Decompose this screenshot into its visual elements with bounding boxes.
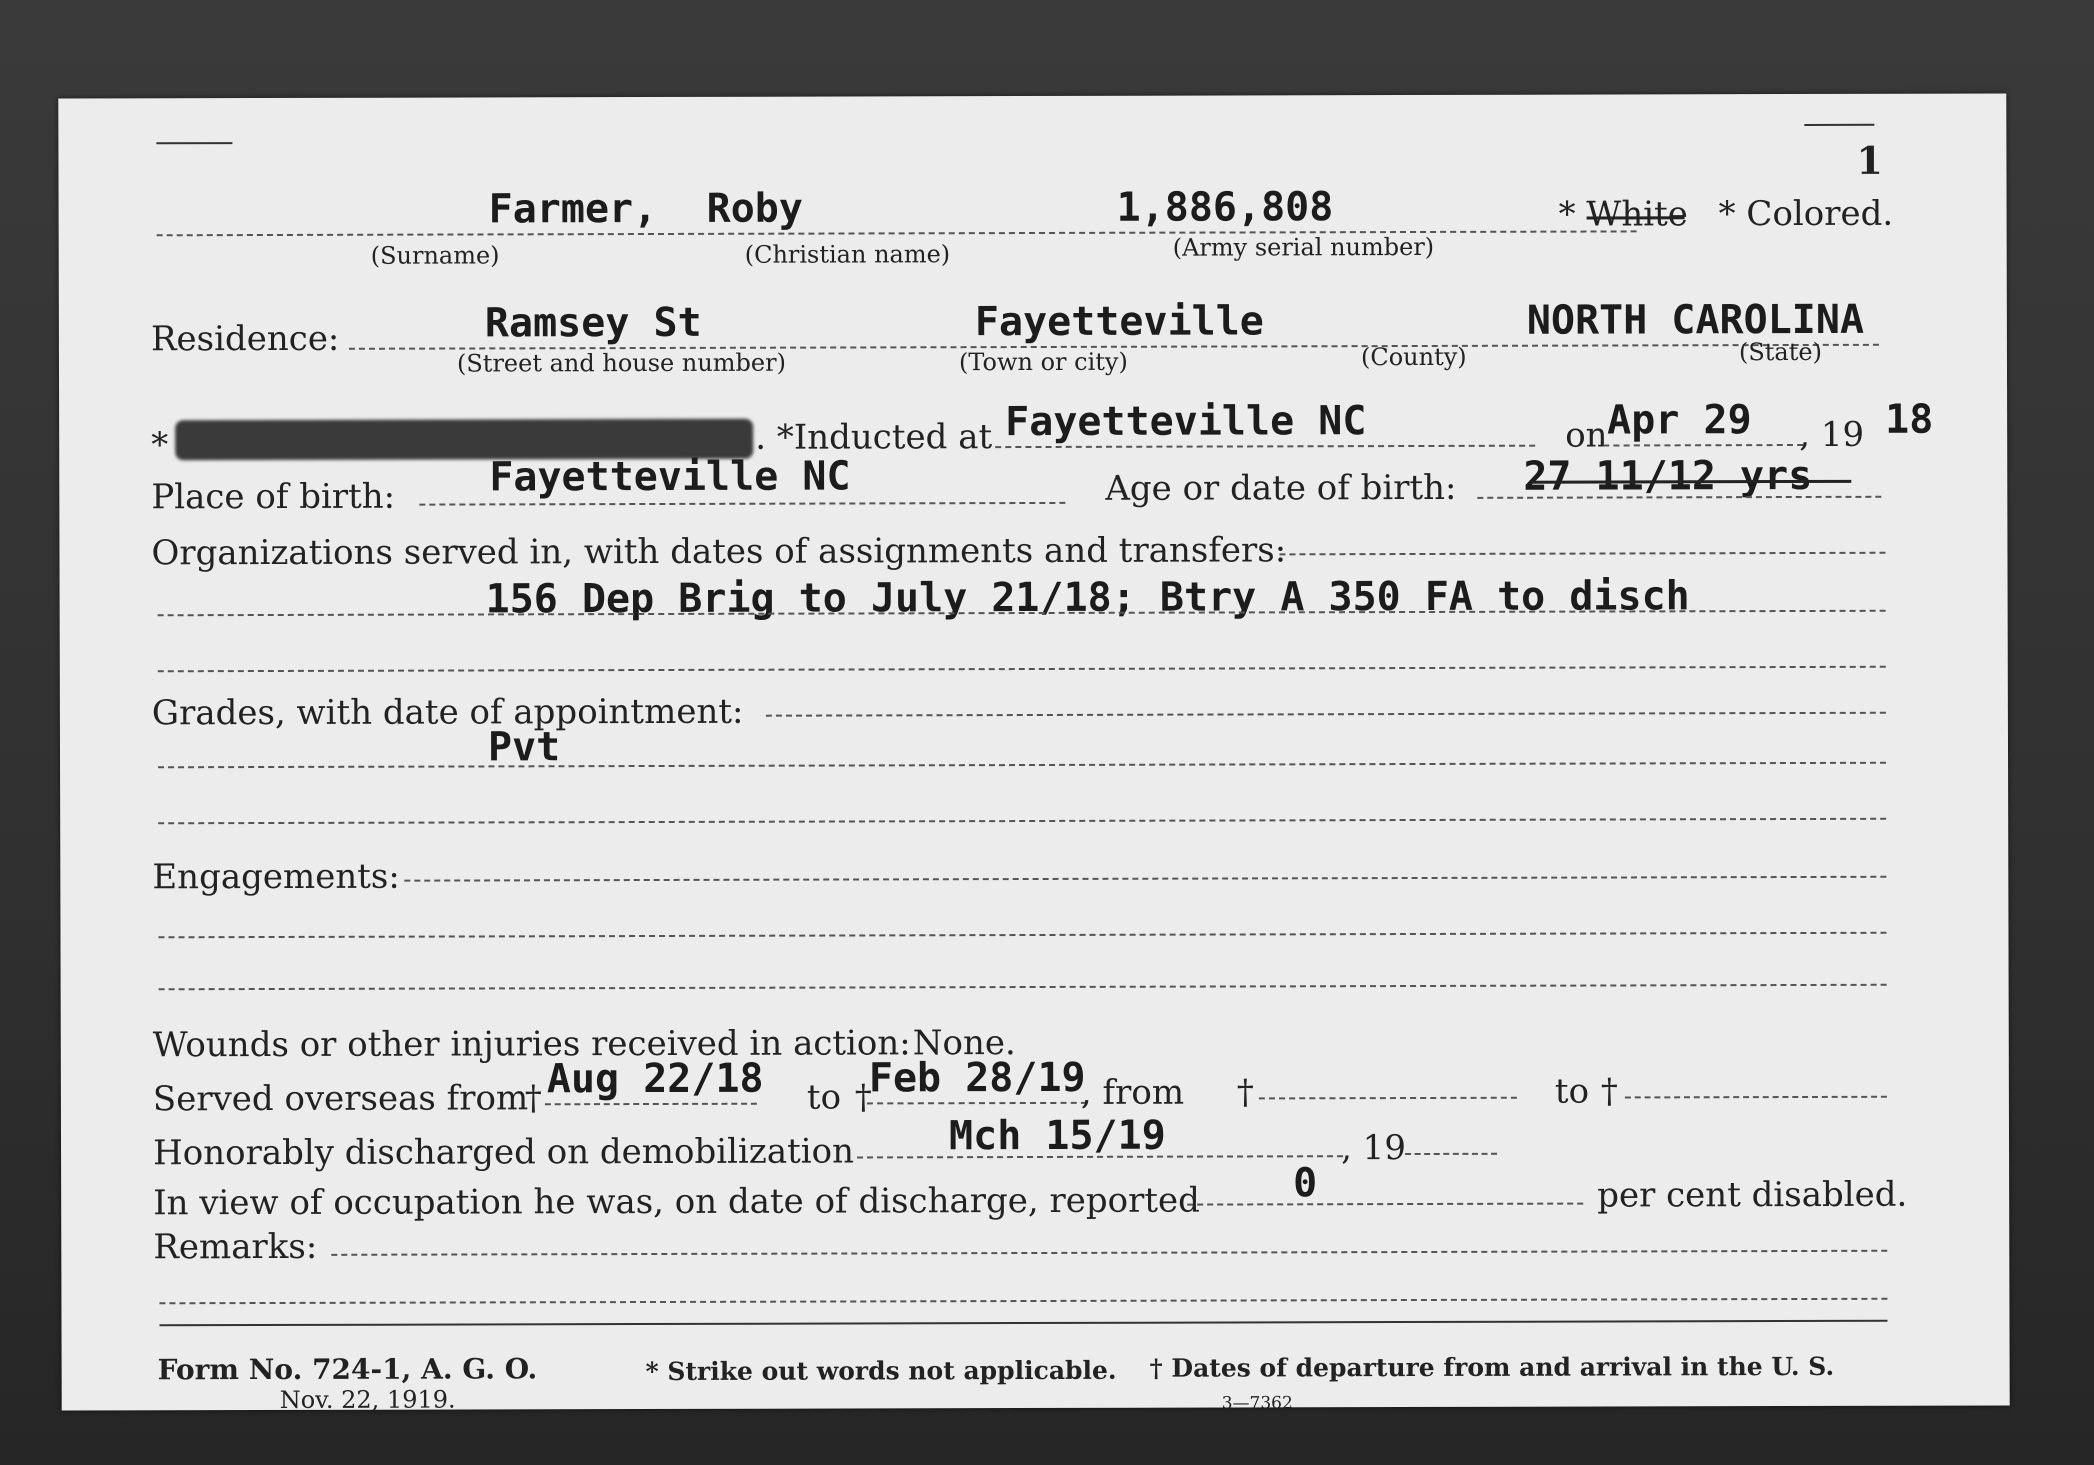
inducted-on-label: on bbox=[1565, 415, 1608, 456]
grades-line-2 bbox=[158, 818, 1886, 825]
state-caption: (State) bbox=[1738, 337, 1822, 367]
served-overseas-label: Served overseas from bbox=[152, 1078, 529, 1120]
engagements-label-line bbox=[404, 876, 1886, 882]
overseas-from-line bbox=[545, 1103, 757, 1106]
serial-number-value: 1,886,808 bbox=[1116, 184, 1334, 231]
place-of-birth-label: Place of birth: bbox=[151, 476, 396, 518]
inducted-date: Apr 29 bbox=[1607, 397, 1752, 444]
disability-label: In view of occupation he was, on date of discharge, reported bbox=[153, 1180, 1200, 1224]
disability-value: 0 bbox=[1293, 1160, 1318, 1207]
overseas-to2-label: to bbox=[1554, 1071, 1590, 1112]
street-caption: (Street and house number) bbox=[456, 348, 786, 378]
form-number: Form No. 724-1, A. G. O. bbox=[157, 1352, 538, 1387]
disability-line bbox=[1187, 1203, 1583, 1206]
overseas-to-date: Feb 28/19 bbox=[868, 1054, 1086, 1102]
organizations-label: Organizations served in, with dates of assignments and transfers: bbox=[151, 530, 1287, 574]
residence-street: Ramsey St bbox=[484, 299, 702, 347]
inducted-year-prefix: , 19 bbox=[1799, 414, 1865, 455]
overseas-to-label: to bbox=[806, 1077, 842, 1118]
age-label: Age or date of birth: bbox=[1105, 467, 1457, 509]
remarks-line-2 bbox=[159, 1298, 1887, 1305]
grades-line-1 bbox=[158, 762, 1886, 769]
residence-label: Residence: bbox=[150, 318, 340, 360]
card-number: 1 bbox=[1856, 137, 1883, 183]
overseas-to2-line bbox=[1625, 1096, 1887, 1099]
inducted-place: Fayetteville NC bbox=[1005, 398, 1367, 446]
county-caption: (County) bbox=[1360, 342, 1467, 372]
discharge-year-line bbox=[1405, 1153, 1497, 1155]
colored-option: * Colored. bbox=[1718, 193, 1894, 235]
organizations-line-2 bbox=[158, 666, 1886, 673]
overseas-dagger-3: † bbox=[1236, 1072, 1254, 1113]
overseas-to-line bbox=[867, 1102, 1087, 1105]
discharge-date: Mch 15/19 bbox=[948, 1112, 1166, 1160]
discharge-label: Honorably discharged on demobilization bbox=[152, 1131, 855, 1174]
residence-town: Fayetteville bbox=[974, 298, 1264, 346]
overseas-from2-line bbox=[1259, 1097, 1517, 1100]
engagements-line-2 bbox=[159, 984, 1887, 991]
wounds-label: Wounds or other injuries received in action: bbox=[152, 1023, 911, 1066]
inducted-year: 18 bbox=[1885, 396, 1934, 443]
serial-number-caption: (Army serial number) bbox=[1172, 232, 1435, 262]
surname-caption: (Surname) bbox=[370, 241, 500, 270]
footer-rule bbox=[159, 1320, 1887, 1327]
place-of-birth-value: Fayetteville NC bbox=[489, 453, 851, 501]
engagements-label: Engagements: bbox=[152, 856, 400, 898]
print-code: 3—7362 bbox=[1221, 1393, 1293, 1414]
engagements-line-1 bbox=[158, 932, 1886, 939]
overseas-dagger-1: † bbox=[524, 1078, 542, 1119]
town-caption: (Town or city) bbox=[958, 347, 1128, 377]
overseas-from2-label: , from bbox=[1080, 1072, 1185, 1113]
christian-name-value: Roby bbox=[706, 185, 803, 232]
form-date: Nov. 22, 1919. bbox=[279, 1385, 456, 1414]
discharge-year-prefix: , 19 bbox=[1340, 1128, 1406, 1169]
top-left-rule bbox=[156, 142, 232, 144]
age-value: 27 11/12 yrs bbox=[1523, 452, 1813, 500]
wounds-value: None. bbox=[912, 1023, 1016, 1064]
white-strikethrough bbox=[1587, 216, 1685, 219]
overseas-from-date: Aug 22/18 bbox=[546, 1055, 764, 1103]
inducted-at-label: . *Inducted at bbox=[755, 417, 993, 458]
place-of-birth-line bbox=[419, 502, 1065, 506]
strike-note: * Strike out words not applicable. bbox=[645, 1355, 1117, 1387]
grades-label-line bbox=[766, 712, 1886, 717]
remarks-line-1 bbox=[331, 1250, 1887, 1256]
christian-name-caption: (Christian name) bbox=[744, 240, 951, 269]
surname-value: Farmer, bbox=[488, 185, 658, 233]
organizations-entry: 156 Dep Brig to July 21/18; Btry A 350 FA to disch bbox=[485, 573, 1690, 623]
overseas-dagger-4: † bbox=[1600, 1071, 1618, 1112]
top-right-rule bbox=[1804, 124, 1874, 126]
induction-marker: * bbox=[151, 425, 169, 466]
organizations-label-line bbox=[1279, 552, 1885, 556]
dagger-note: † Dates of departure from and arrival in the U. S. bbox=[1149, 1351, 1835, 1383]
grades-entry: Pvt bbox=[487, 724, 561, 771]
residence-state: NORTH CAROLINA bbox=[1526, 296, 1865, 344]
inducted-date-line bbox=[1603, 444, 1803, 447]
overseas-dagger-2: † bbox=[854, 1077, 872, 1118]
disability-suffix: per cent disabled. bbox=[1597, 1174, 1908, 1216]
service-record-card bbox=[58, 93, 2009, 1414]
inducted-place-line bbox=[995, 445, 1535, 448]
grades-label: Grades, with date of appointment: bbox=[151, 691, 744, 734]
remarks-label: Remarks: bbox=[153, 1226, 318, 1268]
white-option: * White bbox=[1558, 194, 1688, 235]
